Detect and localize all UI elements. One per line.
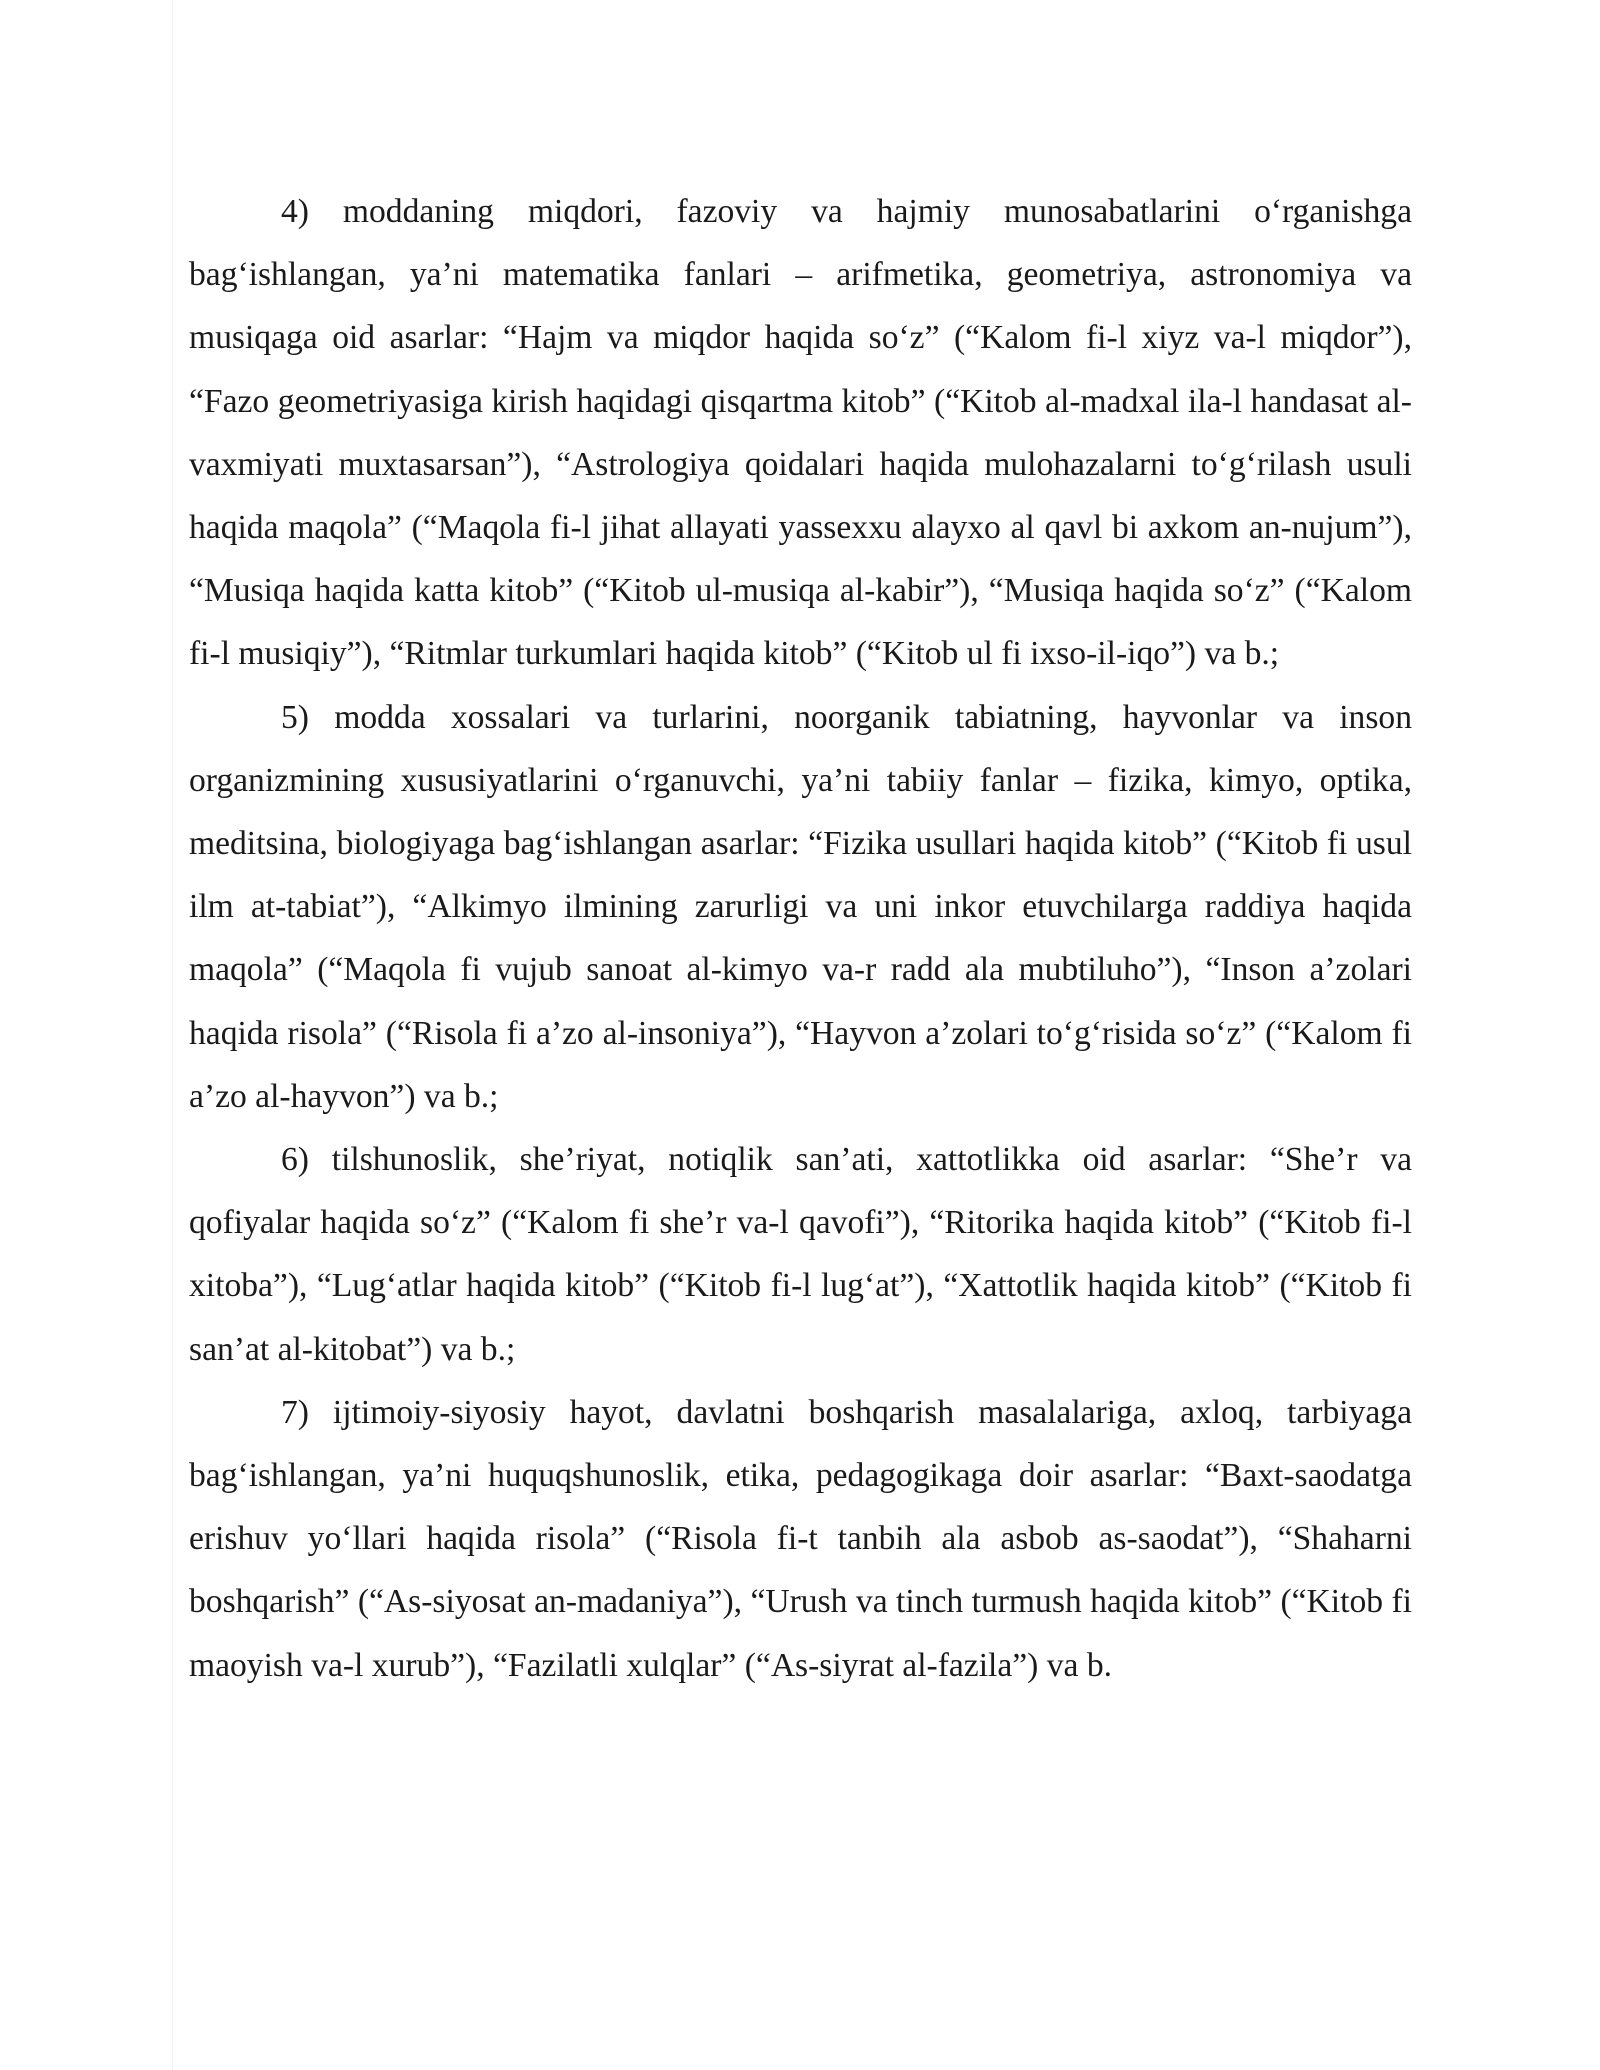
document-page (189, 180, 1412, 1697)
paragraph-7-social-political: 7) ijtimoiy-siyosiy hayot, davlatni boshqarish masalalariga, axloq, tarbiyaga bag‘ishlangan, ya’ni huquqshunoslik, etika, pedagogikaga doir asarlar: “Baxt-saodatga erishuv yo‘llari haqida risola” (“Risola fi-t tanbih ala asbob as-saodat”), “Shaharni boshqarish” (“As-siyosat an-madaniya”), “Urush va tinch turmush haqida kitob” (“Kitob fi maoyish va-l xurub”), “Fazilatli xulqlar” (“As-siyrat al-fazila”) va b. (189, 1393, 1412, 1684)
page-edge-divider (172, 0, 173, 2070)
paragraph-4-mathematics: 4) moddaning miqdori, fazoviy va hajmiy munosabatlarini o‘rganishga bag‘ishlangan, ya’ni matematika fanlari – arifmetika, geometriya, astronomiya va musiqaga oid asarlar: “Hajm va miqdor haqida so‘z” (“Kalom fi-l xiyz va-l miqdor”), “Fazo geometriyasiga kirish haqidagi qisqartma kitob” (“Kitob al-madxal ila-l handasat al-vaxmiyati muxtasarsan”), “Astrologiya qoidalari haqida mulohazalarni to‘g‘rilash usuli haqida maqola” (“Maqola fi-l jihat allayati yassexxu alayxo al qavl bi axkom an-nujum”), “Musiqa haqida katta kitob” (“Kitob ul-musiqa al-kabir”), “Musiqa haqida so‘z” (“Kalom fi-l musiqiy”), “Ritmlar turkumlari haqida kitob” (“Kitob ul fi ixso-il-iqo”) va b.; (189, 193, 1412, 673)
paragraph-6-linguistics: 6) tilshunoslik, she’riyat, notiqlik san’ati, xattotlikka oid asarlar: “She’r va qofiyalar haqida so‘z” (“Kalom fi she’r va-l qavofi”), “Ritorika haqida kitob” (“Kitob fi-l xitoba”), “Lug‘atlar haqida kitob” (“Kitob fi-l lug‘at”), “Xattotlik haqida kitob” (“Kitob fi san’at al-kitobat”) va b.; (189, 1141, 1412, 1368)
paragraph-5-natural-sciences: 5) modda xossalari va turlarini, noorganik tabiatning, hayvonlar va inson organizmining xususiyatlarini o‘rganuvchi, ya’ni tabiiy fanlar – fizika, kimyo, optika, meditsina, biologiyaga bag‘ishlangan asarlar: “Fizika usullari haqida kitob” (“Kitob fi usul ilm at-tabiat”), “Alkimyo ilmining zarurligi va uni inkor etuvchilarga raddiya haqida maqola” (“Maqola fi vujub sanoat al-kimyo va-r radd ala mubtiluho”), “Inson a’zolari haqida risola” (“Risola fi a’zo al-insoniya”), “Hayvon a’zolari to‘g‘risida so‘z” (“Kalom fi a’zo al-hayvon”) va b.; (189, 698, 1412, 1115)
